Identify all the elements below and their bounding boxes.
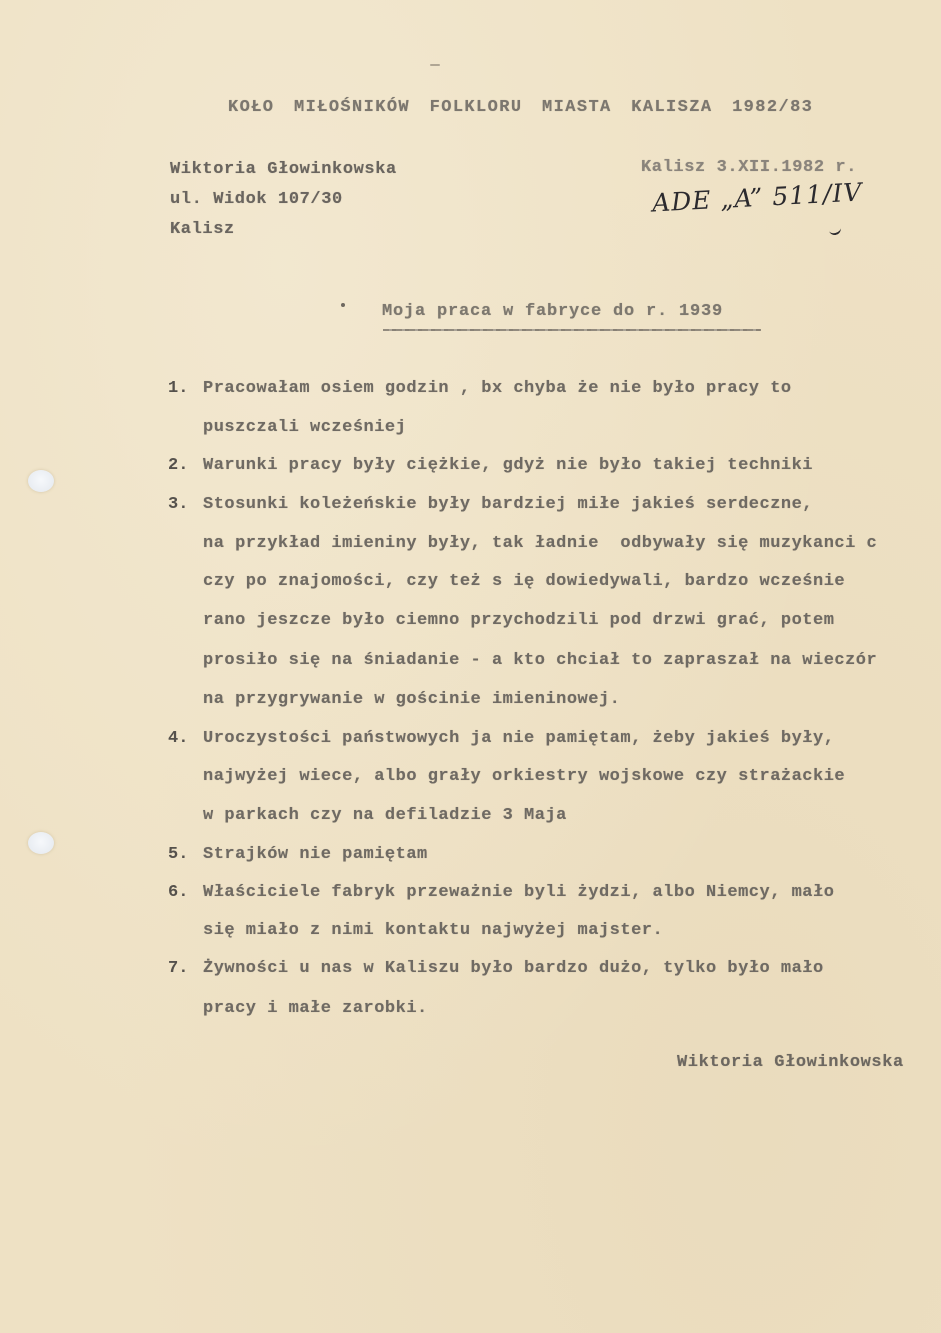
title-underline: [383, 329, 761, 331]
item-line: Stosunki koleżeńskie były bardziej miłe jakieś serdeczne,: [203, 495, 813, 514]
item-line: najwyżej wiece, albo grały orkiestry wojskowe czy strażackie: [203, 767, 846, 786]
item-line: rano jeszcze było ciemno przychodzili pod drzwi grać, potem: [203, 611, 835, 630]
item-line: czy po znajomości, czy też s ię dowiedywali, bardzo wcześnie: [203, 572, 846, 591]
item-line: na przykład imieniny były, tak ładnie odbywały się muzykanci c: [203, 534, 878, 553]
item-line: w parkach czy na defiladzie 3 Maja: [203, 806, 567, 825]
item-line: Właściciele fabryk przeważnie byli żydzi, albo Niemcy, mało: [203, 883, 835, 902]
item-line: Pracowałam osiem godzin , bx chyba że nie było pracy to: [203, 379, 792, 398]
punch-hole-bottom: [28, 832, 54, 854]
handwritten-mark: [828, 224, 842, 237]
item-number: 4.: [168, 729, 189, 748]
item-number: 3.: [168, 495, 189, 514]
signature: Wiktoria Głowinkowska: [677, 1053, 904, 1072]
item-line: Żywności u nas w Kaliszu było bardzo dużo, tylko było mało: [203, 959, 824, 978]
item-line: puszczali wcześniej: [203, 418, 407, 437]
item-number: 7.: [168, 959, 189, 978]
sender-street: ul. Widok 107/30: [170, 190, 343, 209]
document-title: Moja praca w fabryce do r. 1939: [382, 302, 724, 321]
sender-name: Wiktoria Głowinkowska: [170, 160, 397, 179]
organization-header: KOŁO MIŁOŚNIKÓW FOLKLORU MIASTA KALISZA 1982/83: [228, 98, 814, 117]
item-line: prosiło się na śniadanie - a kto chciał to zapraszał na wieczór: [203, 651, 878, 670]
item-number: 6.: [168, 883, 189, 902]
punch-hole-top: [28, 470, 54, 492]
item-line: się miało z nimi kontaktu najwyżej majster.: [203, 921, 664, 940]
item-line: pracy i małe zarobki.: [203, 999, 428, 1018]
handwritten-archive-note: ADE „A” 511/IV: [651, 177, 864, 218]
item-number: 2.: [168, 456, 189, 475]
item-line: Warunki pracy były ciężkie, gdyż nie było takiej techniki: [203, 456, 813, 475]
paper-fleck: [430, 64, 440, 66]
item-line: na przygrywanie w gościnie imieninowej.: [203, 690, 621, 709]
place-date: Kalisz 3.XII.1982 r.: [641, 158, 858, 177]
item-line: Uroczystości państwowych ja nie pamiętam, żeby jakieś były,: [203, 729, 835, 748]
item-number: 5.: [168, 845, 189, 864]
sender-city: Kalisz: [170, 220, 235, 239]
item-line: Strajków nie pamiętam: [203, 845, 428, 864]
item-number: 1.: [168, 379, 189, 398]
title-dot: [341, 303, 345, 307]
